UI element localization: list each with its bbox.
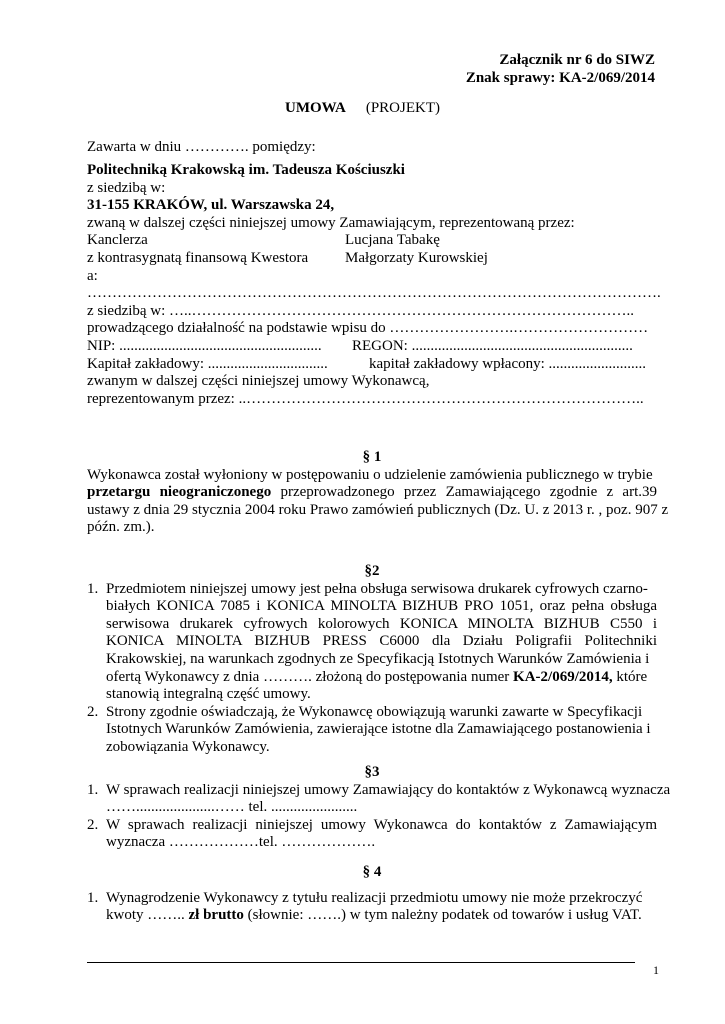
section-2-item-1 (87, 581, 657, 704)
section-2-heading: §2 (364, 563, 380, 579)
gross-label: zł brutto (188, 907, 244, 924)
orderer-block (87, 162, 661, 408)
capital-field: Kapitał zakładowy: ................................ (87, 355, 328, 372)
rep1-name: Lucjana Tabakę (345, 232, 440, 249)
representative-row-2 (87, 250, 657, 268)
s2-i1-line: Krakowskiej, na warunkach zgodnych ze Specyfikacją Istotnych Warunków Zamówienia i (106, 650, 650, 667)
section-4-item-1 (87, 890, 657, 925)
s2-i1-line: Przedmiotem niniejszej umowy jest pełna obsługa serwisowa drukarek cyfrowych czarno- (106, 580, 648, 597)
item-number: 2. (87, 816, 99, 833)
s2-i1-line: serwisowa drukarek cyfrowych kolorowych KONICA MINOLTA BIZHUB C550 i (106, 615, 657, 632)
document-header (466, 52, 655, 87)
title-sub: (PROJEKT) (365, 100, 440, 116)
s2-i1-line: ofertą Wykonawcy z dnia ………. złożoną do postępowania numer KA-2/069/2014, które (106, 668, 648, 685)
section-1-line-2: przetargu nieograniczonego przeprowadzonego przez Zamawiającego zgodnie z art.39 (87, 484, 658, 501)
orderer-called: zwaną w dalszej części niniejszej umowy Zamawiającym, reprezentowaną przez: (87, 214, 575, 231)
contractor-called: zwanym w dalszej części niniejszej umowy Wykonawcą, (87, 373, 430, 390)
s2-i1-line: stanowią integralną część umowy. (106, 686, 311, 703)
title-main: UMOWA (285, 100, 346, 116)
section-1-heading: § 1 (362, 449, 382, 465)
section-4-heading: § 4 (362, 864, 382, 880)
business-registry-field: prowadzącego działalność na podstawie wpisu do …………………….……………………… (87, 320, 649, 337)
page-number: 1 (653, 963, 659, 977)
item-number: 2. (87, 703, 99, 720)
item-number: 1. (87, 580, 99, 597)
s4-i1-line: kwoty …….. zł brutto (słownie: …….) w tym należny podatek od towarów i usług VAT. (106, 907, 642, 924)
section-1-line-3: ustawy z dnia 29 stycznia 2004 roku Prawo zamówień publicznych (Dz. U. z 2013 r. , poz. 907 z (87, 501, 669, 518)
case-number: Znak sprawy: KA-2/069/2014 (465, 69, 655, 86)
rep1-role: Kanclerza (87, 232, 148, 249)
concluded-line: Zawarta w dniu …………. pomiędzy: (87, 139, 316, 155)
item-number: 1. (87, 889, 99, 906)
s3-i1-line: …….....................…… tel. ....................... (106, 799, 358, 816)
university-name: Politechniką Krakowską im. Tadeusza Kościuszki (87, 162, 405, 178)
contractor-seat-field: z siedzibą w: …..…………………………………………………………………………….. (87, 302, 635, 319)
contractor-name-field: ……………………………………………………………………………………………………. (87, 285, 661, 302)
s2-i1-line: KONICA MINOLTA BIZHUB PRESS C6000 dla Działu Poligrafii Politechniki (106, 633, 657, 650)
s2-i2-line: Strony zgodnie oświadczają, że Wykonawcę obowiązują warunki zawarte w Specyfikacji (106, 703, 643, 720)
section-1-line-1: Wykonawca został wyłoniony w postępowaniu o udzielenie zamówienia publicznego w trybie (87, 466, 653, 483)
capital-row (87, 356, 657, 374)
nip-regon-row (87, 338, 657, 356)
section-2-item-2 (87, 704, 657, 757)
parties-section (87, 139, 657, 157)
s3-i2-line: wyznacza ………………tel. ………………. (106, 834, 376, 851)
seat-label: z siedzibą w: (87, 179, 166, 196)
university-address: 31-155 KRAKÓW, ul. Warszawska 24, (87, 197, 335, 214)
representative-row-1 (87, 232, 657, 250)
section-4 (87, 864, 657, 925)
item-number: 1. (87, 781, 99, 798)
contractor-representative-field: reprezentowanym przez: ..…………………………………………………………………….. (87, 390, 644, 407)
rep2-name: Małgorzaty Kurowskiej (345, 249, 488, 266)
footer-rule (87, 962, 635, 963)
s4-i1-line: Wynagrodzenie Wykonawcy z tytułu realizacji przedmiotu umowy nie może przekroczyć (106, 889, 643, 906)
s2-i1-line: białych KONICA 7085 i KONICA MINOLTA BIZHUB PRO 1051, oraz pełna obsługa (106, 598, 657, 615)
section-3-item-1 (87, 781, 671, 817)
capital-paid-field: kapitał zakładowy wpłacony: .......................... (369, 355, 647, 372)
section-3-item-2 (87, 817, 657, 852)
document-title (0, 100, 725, 118)
s2-i2-line: Istotnych Warunków Zamówienia, zawierające istotne dla Zamawiającego postanowienia i (106, 721, 651, 738)
case-number-ref: KA-2/069/2014, (513, 668, 613, 685)
s3-i1-line: W sprawach realizacji niniejszej umowy Zamawiający do kontaktów z Wykonawcą wyznacza (106, 781, 671, 798)
s3-i2-line: W sprawach realizacji niniejszej umowy Wykonawca do kontaktów z Zamawiającym (106, 816, 657, 833)
tender-mode: przetargu nieograniczonego (87, 484, 272, 501)
and-label: a: (87, 267, 98, 284)
section-2 (87, 563, 657, 757)
regon-field: REGON: ........................................................... (352, 337, 633, 354)
section-1 (87, 449, 669, 537)
section-3-heading: §3 (364, 764, 380, 780)
s2-i2-line: zobowiązania Wykonawcy. (106, 738, 270, 755)
section-3 (87, 764, 671, 852)
attachment-label: Załącznik nr 6 do SIWZ (499, 52, 655, 68)
nip-field: NIP: ...................................................... (87, 337, 322, 354)
section-1-line-4: późn. zm.). (87, 519, 155, 536)
rep2-role: z kontrasygnatą finansową Kwestora (87, 249, 309, 266)
